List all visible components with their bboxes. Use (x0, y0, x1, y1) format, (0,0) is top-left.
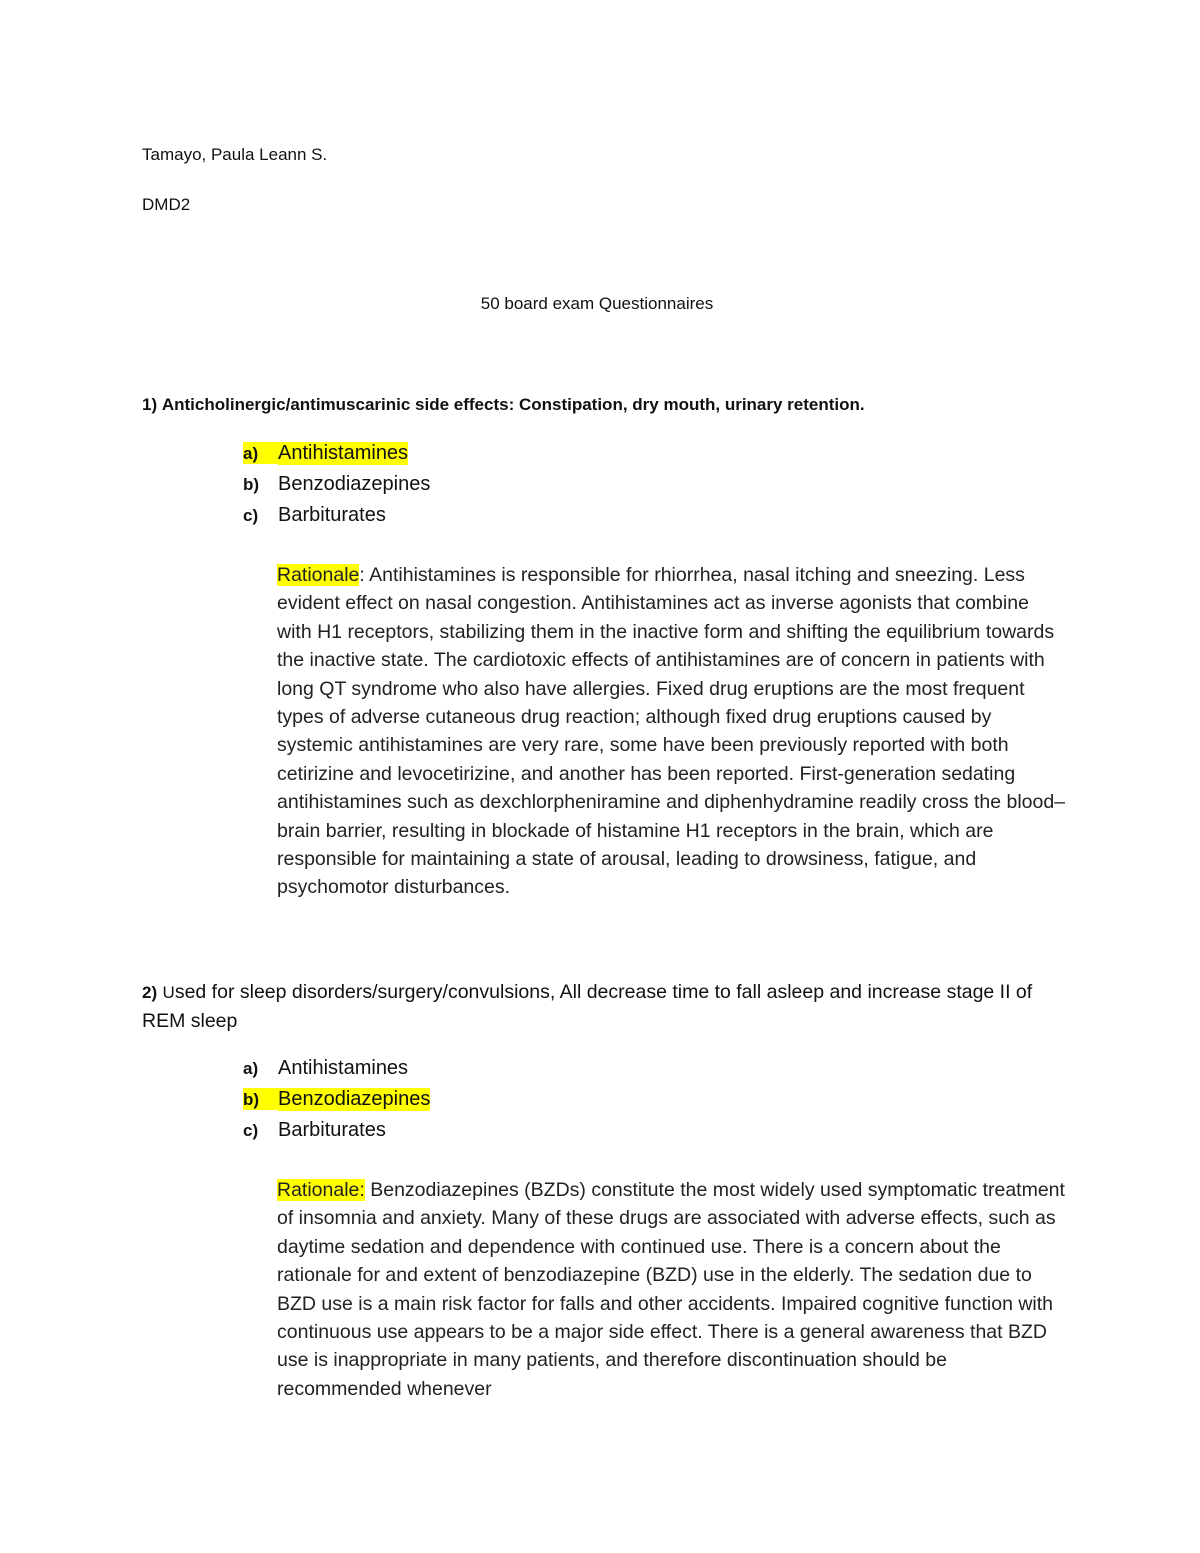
rationale-text: Benzodiazepines (BZDs) constitute the most widely used symptomatic treatment of insomnia and anxiety. Many of these drugs are associated with adverse effects, such as daytime sedation and dependence with continued use. There is a concern about the rationale for and extent of benzodiazepine (BZD) use in the elderly. The sedation due to BZD use is a main risk factor for falls and other accidents. Impaired cognitive function with continuous use appears to be a major side effect. There is a general awareness that BZD use is inappropriate in many patients, and therefore discontinuation should be recommended whenever (277, 1179, 1065, 1400)
question-1-prompt (142, 395, 865, 415)
rationale-text: Antihistamines is responsible for rhiorrhea, nasal itching and sneezing. Less evident effect on nasal congestion. Antihistamines act as inverse agonists that combine with H1 receptors, stabilizing them in the inactive form and shifting the equilibrium towards the inactive state. The cardiotoxic effects of antihistamines are of concern in patients with long QT syndrome who also have allergies. Fixed drug eruptions are the most frequent types of adverse cutaneous drug reaction; although fixed drug eruptions caused by systemic antihistamines are very rare, some have been previously reported with both cetirizine and levocetirizine, and another has been reported. First-generation sedating antihistamines such as dexchlorpheniramine and diphenhydramine readily cross the blood–brain barrier, resulting in blockade of histamine H1 receptors in the brain, which are responsible for maintaining a state of arousal, leading to drowsiness, fatigue, and psychomotor disturbances. (277, 564, 1066, 899)
option-letter: a) (243, 1059, 259, 1078)
question-2-options (243, 1057, 430, 1150)
question-first-letter: U (162, 983, 175, 1002)
option-text: Barbiturates (278, 504, 386, 526)
student-name: Tamayo, Paula Leann S. (142, 145, 328, 164)
option-text: Barbiturates (278, 1119, 386, 1141)
option-letter: b) (243, 1088, 278, 1110)
question-1-rationale (277, 561, 1067, 902)
option-a (243, 1057, 430, 1088)
option-a (243, 442, 430, 473)
option-text-correct: Benzodiazepines (278, 1088, 431, 1110)
option-letter: b) (243, 475, 260, 494)
option-c (243, 1119, 430, 1150)
rationale-separator: : (359, 564, 365, 586)
option-text: Benzodiazepines (278, 473, 431, 495)
page-title: 50 board exam Questionnaires (480, 294, 714, 313)
question-2-rationale (277, 1176, 1067, 1403)
option-b (243, 1088, 430, 1119)
question-text: sed for sleep disorders/surgery/convulsions, All decrease time to fall asleep and increase stage II of REM sleep (142, 981, 1033, 1032)
rationale-label: Rationale: (277, 1179, 365, 1201)
rationale-label: Rationale (277, 564, 360, 586)
option-c (243, 504, 430, 535)
question-number: 2) (142, 983, 158, 1002)
option-letter: c) (243, 506, 259, 525)
option-letter: c) (243, 1121, 259, 1140)
option-letter: a) (243, 442, 278, 464)
option-text: Antihistamines (278, 1057, 409, 1079)
question-2-prompt (142, 978, 1042, 1036)
question-text: Anticholinergic/antimuscarinic side effects: Constipation, dry mouth, urinary retention. (161, 395, 865, 414)
course-code: DMD2 (142, 195, 191, 214)
question-1-options (243, 442, 430, 535)
option-b (243, 473, 430, 504)
option-text-correct: Antihistamines (278, 442, 409, 464)
question-number: 1) (142, 395, 158, 414)
